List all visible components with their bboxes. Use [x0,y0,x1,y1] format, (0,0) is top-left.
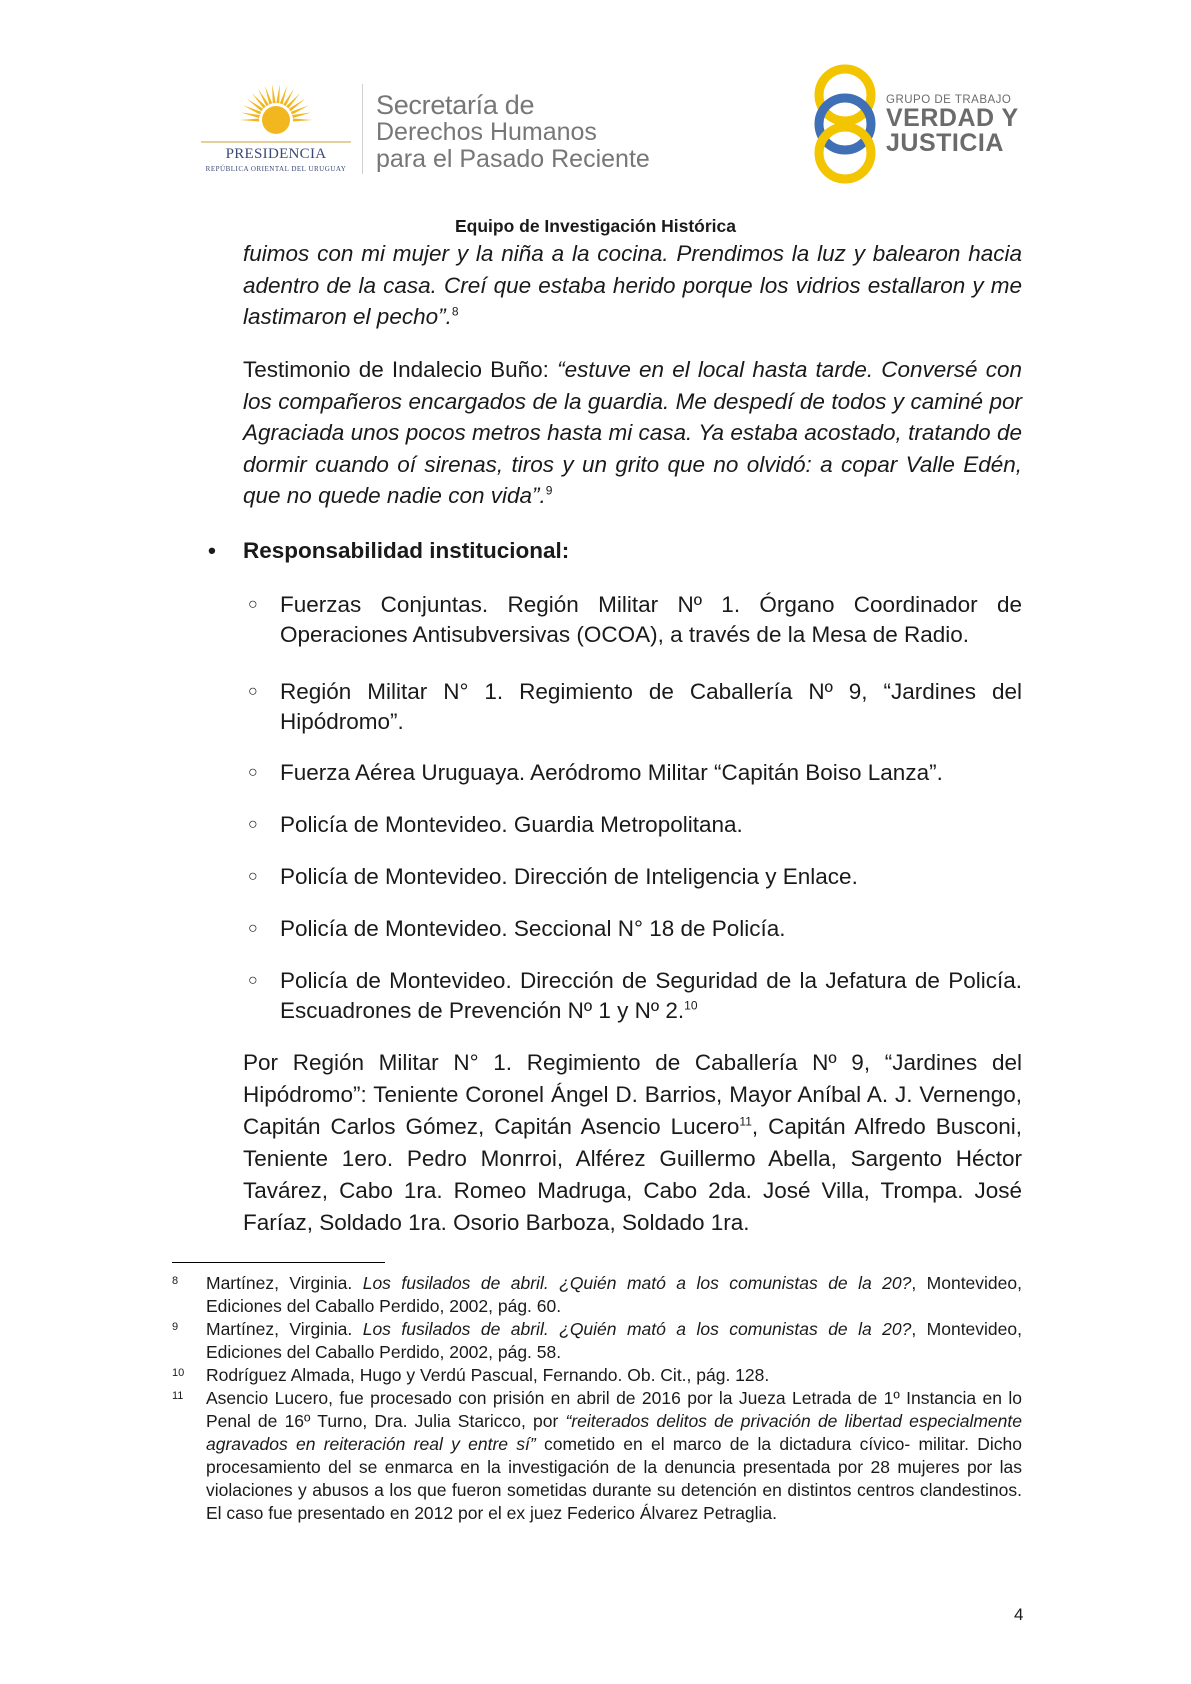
grupo-trabajo-title [886,94,1019,156]
sun-ray [241,113,260,119]
sun-ray [293,119,312,122]
footnote-8: 8 Martínez, Virginia. Los fusilados de abril. ¿Quién mató a los comunistas de la 20?, Montevideo, Ediciones del Caballo Perdido, 2002, pág. 60. [172,1272,1022,1318]
section-title: Responsabilidad institucional: [243,538,570,563]
grupo-line3: JUSTICIA [886,129,1004,157]
circle-bullet-icon: ○ [248,972,258,989]
paragraph-testimony-buno [243,354,1022,512]
secretaria-line2: Derechos Humanos [376,118,597,146]
testimony-lead: Testimonio de Indalecio Buño: [243,357,558,382]
footnote-number: 9 [172,1321,179,1333]
paragraph-testimony-continued [243,238,1022,333]
secretaria-line3: para el Pasado Reciente [376,145,650,173]
footnote-number: 8 [172,1275,179,1287]
footnote-ref-11[interactable]: 11 [739,1114,752,1129]
sun-ray [247,99,263,112]
header-divider [362,84,363,174]
presidencia-subtitle: REPÚBLICA ORIENTAL DEL URUGUAY [205,165,347,173]
footnote-10: 10 Rodríguez Almada, Hugo y Verdú Pascual, Fernando. Ob. Cit., pág. 128. [172,1364,1022,1387]
footnote-ref-8[interactable]: 8 [451,304,459,319]
list-item: ○ Policía de Montevideo. Seccional N° 18 de Policía. [248,914,1022,944]
list-item: ○ Policía de Montevideo. Dirección de Seguridad de la Jefatura de Policía. Escuadrones de Prevención Nº 1 y Nº 2.10 [248,968,1022,1023]
circle-bullet-icon: ○ [248,683,258,700]
list-item: ○ Región Militar N° 1. Regimiento de Caballería Nº 9, “Jardines del Hipódromo”. [248,679,1022,734]
bullet-icon: • [208,538,216,563]
list-item: ○ Fuerza Aérea Uruguaya. Aeródromo Militar “Capitán Boiso Lanza”. [248,758,1022,788]
footnote-ref-10[interactable]: 10 [684,998,698,1013]
circle-bullet-icon: ○ [248,920,258,937]
sun-ray [292,113,311,119]
sun-ray [258,89,269,106]
circle-bullet-icon: ○ [248,868,258,885]
footnote-9: 9 Martínez, Virginia. Los fusilados de abril. ¿Quién mató a los comunistas de la 20?, Montevideo, Ediciones del Caballo Perdido, 2002, pág. 58. [172,1318,1022,1364]
circle-bullet-icon: ○ [248,816,258,833]
section-heading [208,538,569,564]
testimony-quote-buno: “estuve en el local hasta tarde. Conversé con los compañeros encargados de la guardia. Me despedí de todos y caminé por Agraciada unos pocos metros hasta mi casa. Ya estaba acostado, tratando de dormir cuando oí sirenas, tiros y un grito que no olvidó: a copar Valle Edén, que no quede nadie con vida”. [243,357,1022,508]
footnote-number: 10 [172,1367,185,1379]
grupo-line1: GRUPO DE TRABAJO [886,94,1012,106]
secretaria-line1: Secretaría de [376,90,535,120]
list-item: ○ Policía de Montevideo. Dirección de Inteligencia y Enlace. [248,862,1022,892]
list-item: ○ Policía de Montevideo. Guardia Metropolitana. [248,810,1022,840]
sun-ray [276,84,280,103]
list-item: ○ Fuerzas Conjuntas. Región Militar Nº 1. Órgano Coordinador de Operaciones Antisubversivas (OCOA), a través de la Mesa de Radio. [248,592,1022,647]
verdad-justicia-rings-logo [810,62,880,187]
footnote-separator [172,1262,385,1263]
secretaria-title [376,92,650,173]
testimony-quote: fuimos con mi mujer y la niña a la cocina. Prendimos la luz y balearon hacia adentro de la casa. Creí que estaba herido porque los vidrios estallaron y me lastimaron el pecho”. [243,241,1022,329]
sun-ray [272,84,276,103]
page-number: 4 [1014,1605,1024,1624]
sun-ray [240,119,259,122]
presidencia-name: PRESIDENCIA [225,146,327,162]
sun-ray [289,99,305,112]
footnote-11: 11 Asencio Lucero, fue procesado con prisión en abril de 2016 por la Jueza Letrada de 1º Instancia en lo Penal de 16º Turno, Dra. Julia Staricco, por “reiterados delitos de privación de libertad especialmente agravados en reiteración real y entre sí” cometido en el marco de la dictadura cívico- militar. Dicho procesamiento del se enmarca en la investigación de la denuncia presentada por 28 mujeres por las violaciones y abusos a los que fueron sometidas durante su detención en distintos centros clandestinos. El caso fue presentado en 2012 por el ex juez Federico Álvarez Petraglia. [172,1387,1022,1525]
footnote-number: 11 [172,1390,184,1402]
circle-bullet-icon: ○ [248,596,258,613]
footnotes [172,1272,1022,1525]
grupo-line2: VERDAD Y [886,104,1019,132]
circle-bullet-icon: ○ [248,764,258,781]
footnote-ref-9[interactable]: 9 [545,483,553,498]
paragraph-personnel: Por Región Militar N° 1. Regimiento de Caballería Nº 9, “Jardines del Hipódromo”: Teniente Coronel Ángel D. Barrios, Mayor Aníbal A. J. Vernengo, Capitán Carlos Gómez, Capitán Asencio Lucero$^{11}$, Capitán Alfredo Busconi, Teniente 1ero. Pedro Monrroi, Alférez Guillermo Abella, Sargento Héctor Tavárez, Cabo 1ra. Romeo Madruga, Cabo 2da. José Villa, Trompa. José Faríaz, Soldado 1ra. Osorio Barboza, Soldado 1ra. [243,1050,1022,1235]
sun-ray [283,89,294,106]
page-header: Equipo de Investigación Histórica [454,216,737,236]
